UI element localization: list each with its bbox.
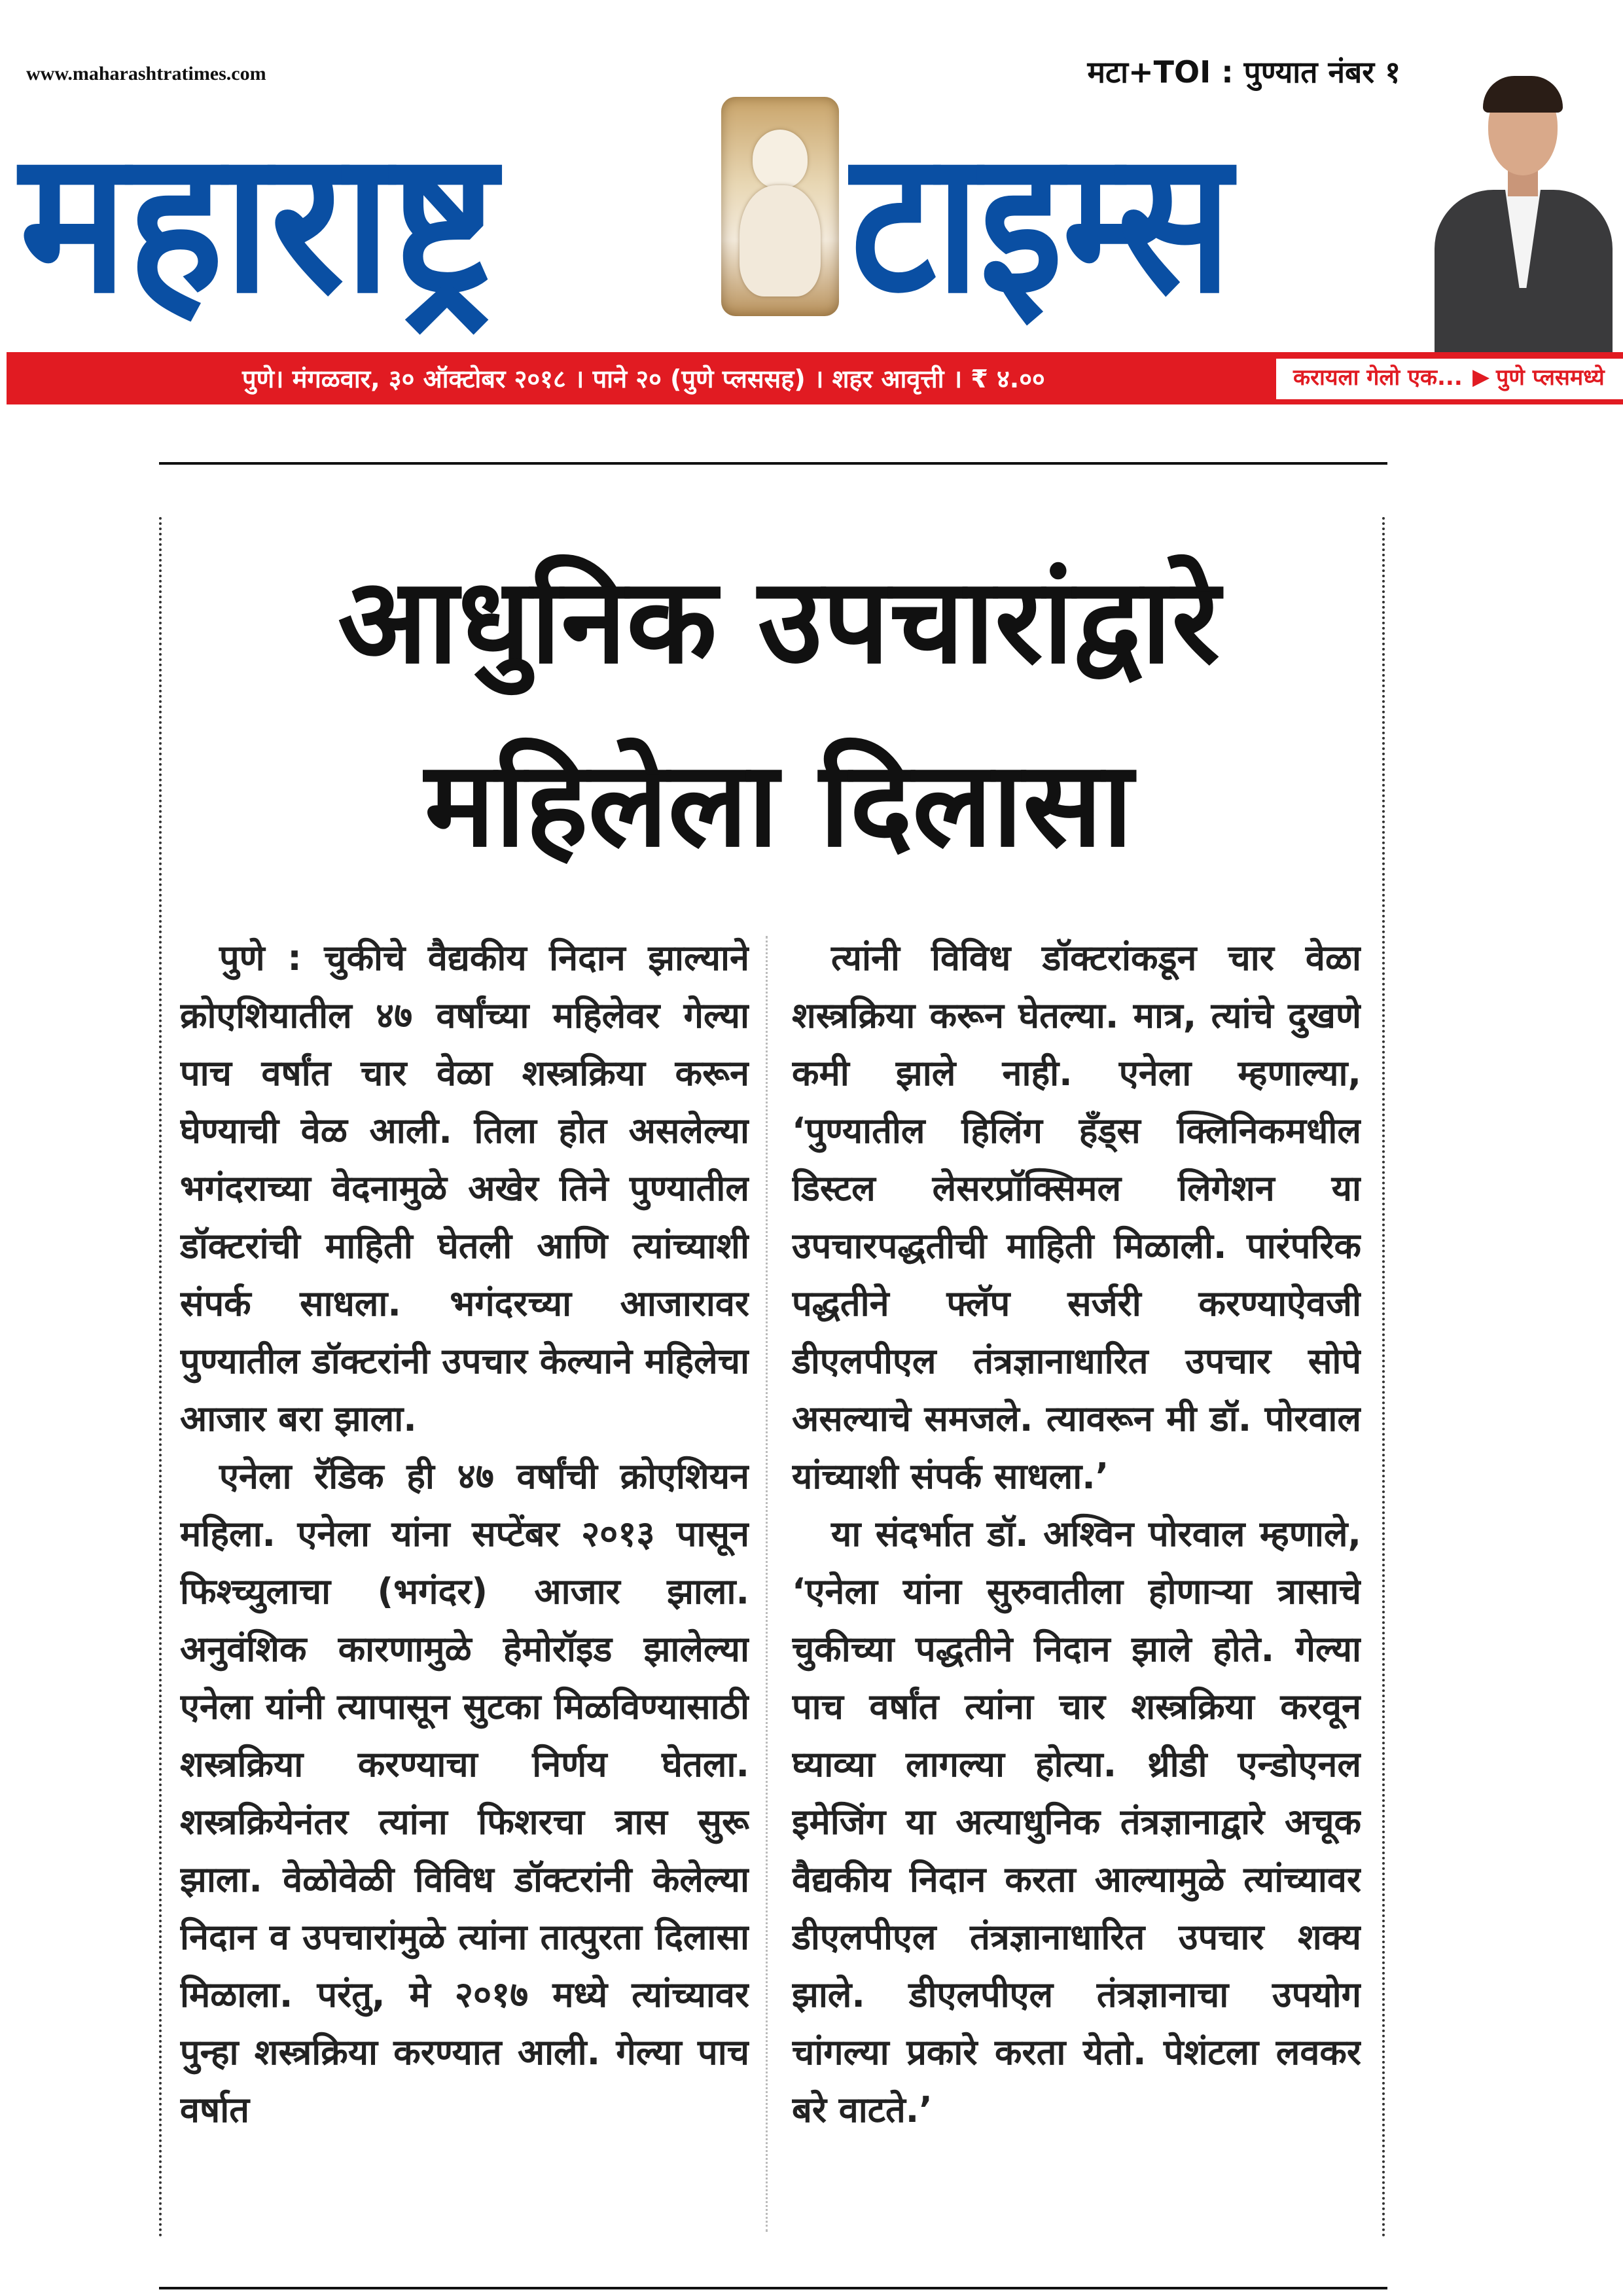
masthead xyxy=(0,0,1623,406)
bottom-rule xyxy=(159,2287,1387,2289)
headline-line-2: महिलेला दिलासा xyxy=(424,736,1133,873)
celebrity-portrait-image xyxy=(1428,65,1618,353)
play-arrow-icon: ▶ xyxy=(1472,364,1490,390)
headline-line-1: आधुनिक उपचारांद्वारे xyxy=(338,553,1220,690)
top-rule xyxy=(159,462,1387,465)
right-dotted-border xyxy=(1382,517,1385,2238)
promo-link[interactable]: पुणे प्लसमध्ये xyxy=(1496,365,1605,391)
column-divider xyxy=(766,936,768,2232)
portrait-hair-shape xyxy=(1483,76,1563,113)
idol-head-shape xyxy=(753,130,808,188)
masthead-title-left: महाराष्ट्र xyxy=(20,108,497,336)
article-paragraph: पुणे : चुकीचे वैद्यकीय निदान झाल्याने क्रोएशियातील ४७ वर्षांच्या महिलेवर गेल्या पाच वर्षांत चार वेळा शस्त्रक्रिया करून घेण्याची वेळ आली. तिला होत असलेल्या भगंदराच्या वेदनामुळे अखेर तिने पुण्यातील डॉक्टरांची माहिती घेतली आणि त्यांच्याशी संपर्क साधला. भगंदरच्या आजारावर पुण्यातील डॉक्टरांनी उपचार केल्याने महिलेचा आजार बरा झाला. xyxy=(180,937,749,1439)
article-paragraph: त्यांनी विविध डॉक्टरांकडून चार वेळा शस्त्रक्रिया करून घेतल्या. मात्र, त्यांचे दुखणे कमी झाले नाही. एनेला म्हणाल्या, ‘पुण्यातील हिलिंग हँड्स क्लिनिकमधील डिस्टल लेसरप्रॉक्सिमल लिगेशन या उपचारपद्धतीची माहिती मिळाली. पारंपरिक पद्धतीने फ्लॅप सर्जरी करण्याऐवजी डीएलपीएल तंत्रज्ञानाधारित उपचार सोपे असल्याचे समजले. त्यावरून मी डॉ. पोरवाल यांच्याशी संपर्क साधला.’ xyxy=(792,937,1361,1497)
article-column-1 xyxy=(180,929,749,2238)
promo-text: करायला गेलो एक... xyxy=(1293,365,1463,391)
masthead-title-right: टाइम्स xyxy=(851,108,1232,336)
article-paragraph: या संदर्भात डॉ. अश्विन पोरवाल म्हणाले, ‘एनेला यांना सुरुवातीला होणाऱ्या त्रासाचे चुकीच्या पद्धतीने निदान झाले होते. गेल्या पाच वर्षांत त्यांना चार शस्त्रक्रिया करवून घ्याव्या लागल्या होत्या. थ्रीडी एन्डोएनल इमेजिंग या अत्याधुनिक तंत्रज्ञानाद्वारे अचूक वैद्यकीय निदान करता आल्यामुळे त्यांच्यावर डीएलपीएल तंत्रज्ञानाधारित उपचार शक्य झाले. डीएलपीएल तंत्रज्ञानाचा उपयोग चांगल्या प्रकारे करता येतो. पेशंटला लवकर बरे वाटते.’ xyxy=(792,1513,1361,2130)
dateline: पुणे। मंगळवार, ३० ऑक्टोबर २०१८ । पाने २० (पुणे प्लससह) । शहर आवृत्ती । ₹ ४.०० xyxy=(242,365,1045,393)
article-column-2 xyxy=(792,929,1361,2238)
left-dotted-border xyxy=(159,517,162,2238)
masthead-tagline: मटा+TOI : पुण्यात नंबर १ xyxy=(1087,54,1400,90)
idol-body-shape xyxy=(740,185,821,296)
ganesha-idol-image xyxy=(721,97,839,316)
site-url[interactable]: www.maharashtratimes.com xyxy=(26,63,266,84)
article-paragraph: एनेला रॅडिक ही ४७ वर्षांची क्रोएशियन महिला. एनेला यांना सप्टेंबर २०१३ पासून फिश्च्युलाचा (भगंदर) आजार झाला. अनुवंशिक कारणामुळे हेमोरॉइड झालेल्या एनेला यांनी त्यापासून सुटका मिळविण्यासाठी शस्त्रक्रिया करण्याचा निर्णय घेतला. शस्त्रक्रियेनंतर त्यांना फिशरचा त्रास सुरू झाला. वेळोवेळी विविध डॉक्टरांनी केलेल्या निदान व उपचारांमुळे त्यांना तात्पुरता दिलासा मिळाला. परंतु, मे २०१७ मध्ये त्यांच्यावर पुन्हा शस्त्रक्रिया करण्यात आली. गेल्या पाच वर्षात xyxy=(180,1456,749,2130)
